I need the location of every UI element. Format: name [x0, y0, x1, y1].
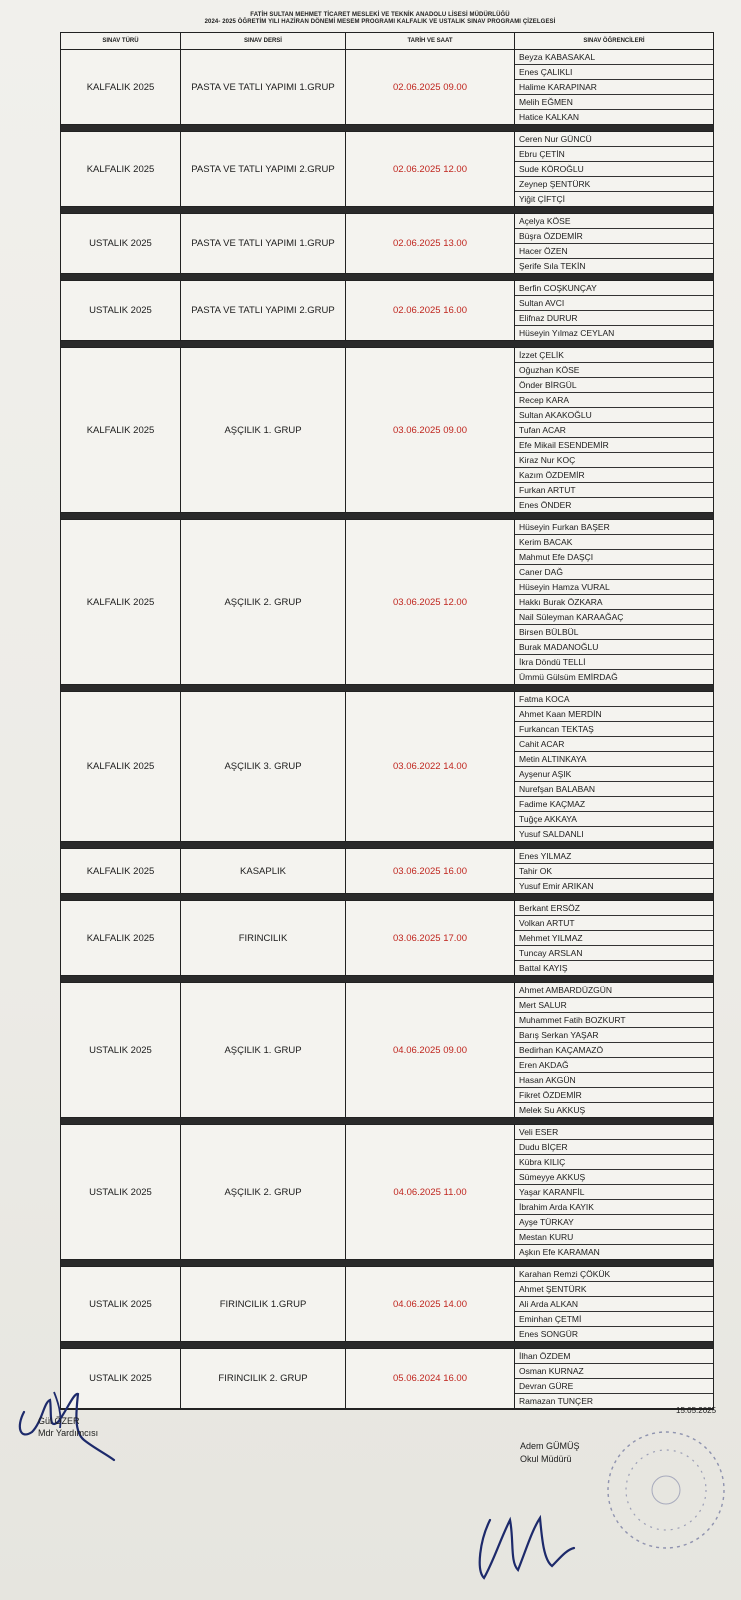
exam-course: FIRINCILIK 2. GRUP — [181, 1349, 346, 1408]
student-name: Sümeyye AKKUŞ — [515, 1170, 713, 1185]
schedule-group — [61, 348, 713, 513]
student-name: Hüseyin Yılmaz CEYLAN — [519, 328, 615, 338]
student-name: Birsen BÜLBÜL — [515, 625, 713, 640]
group-separator — [61, 842, 713, 849]
student-name: Enes ÇALIKLI — [515, 65, 713, 80]
group-separator — [61, 341, 713, 348]
student-name: Veli ESER — [515, 1125, 713, 1140]
group-separator — [61, 1342, 713, 1349]
exam-date-time: 03.06.2022 14.00 — [346, 692, 515, 841]
schedule-group — [61, 132, 713, 207]
student-name: Bedirhan KAÇAMAZÖ — [515, 1043, 713, 1058]
exam-course: AŞÇILIK 2. GRUP — [181, 1125, 346, 1259]
student-name: Şerife Sıla TEKİN — [519, 261, 586, 271]
student-list — [515, 901, 713, 975]
schedule-group — [61, 1125, 713, 1260]
student-name: Yaşar KARANFİL — [515, 1185, 713, 1200]
student-name: Büşra ÖZDEMİR — [515, 229, 713, 244]
exam-type: KALFALIK 2025 — [61, 849, 181, 893]
exam-date-time: 03.06.2025 09.00 — [346, 348, 515, 512]
signer-left-title: Mdr Yardımcısı — [38, 1428, 99, 1438]
student-name: Eren AKDAĞ — [515, 1058, 713, 1073]
exam-type: USTALIK 2025 — [61, 1125, 181, 1259]
exam-date-time: 03.06.2025 17.00 — [346, 901, 515, 975]
table-header — [61, 33, 713, 50]
schedule-group — [61, 214, 713, 274]
student-name: Hatice KALKAN — [519, 112, 579, 122]
exam-course: AŞÇILIK 2. GRUP — [181, 520, 346, 684]
exam-course: PASTA VE TATLI YAPIMI 1.GRUP — [181, 50, 346, 124]
student-name: Melek Su AKKUŞ — [519, 1105, 586, 1115]
exam-type: KALFALIK 2025 — [61, 692, 181, 841]
group-separator — [61, 976, 713, 983]
schedule-group — [61, 520, 713, 685]
header-exam-course: SINAV DERSİ — [181, 33, 346, 49]
student-name: Kübra KILIÇ — [515, 1155, 713, 1170]
student-name: Tahir OK — [515, 864, 713, 879]
exam-type: USTALIK 2025 — [61, 281, 181, 340]
group-separator — [61, 125, 713, 132]
exam-date-time: 04.06.2025 09.00 — [346, 983, 515, 1117]
student-name: Ali Arda ALKAN — [515, 1297, 713, 1312]
student-name: Metin ALTINKAYA — [515, 752, 713, 767]
schedule-group — [61, 50, 713, 125]
student-name: Hüseyin Hamza VURAL — [515, 580, 713, 595]
exam-type: USTALIK 2025 — [61, 214, 181, 273]
student-name: Enes ÖNDER — [519, 500, 572, 510]
exam-type: USTALIK 2025 — [61, 983, 181, 1117]
student-name: İzzet ÇELİK — [515, 348, 713, 363]
student-list — [515, 692, 713, 841]
exam-course: AŞÇILIK 3. GRUP — [181, 692, 346, 841]
exam-date-time: 03.06.2025 16.00 — [346, 849, 515, 893]
student-name: Sultan AKAKOĞLU — [515, 408, 713, 423]
student-name: Volkan ARTUT — [515, 916, 713, 931]
student-name: Efe Mikail ESENDEMİR — [515, 438, 713, 453]
exam-course: AŞÇILIK 1. GRUP — [181, 348, 346, 512]
student-name: Berkant ERSÖZ — [515, 901, 713, 916]
student-name: Fatma KOCA — [515, 692, 713, 707]
student-list — [515, 50, 713, 124]
group-separator — [61, 685, 713, 692]
student-name: Tuncay ARSLAN — [515, 946, 713, 961]
stamp-date: 15.05.2025 — [676, 1406, 717, 1415]
student-name: Açelya KÖSE — [515, 214, 713, 229]
student-name: Hakkı Burak ÖZKARA — [515, 595, 713, 610]
student-name: Eminhan ÇETMİ — [515, 1312, 713, 1327]
student-name: Oğuzhan KÖSE — [515, 363, 713, 378]
student-name: Ebru ÇETİN — [515, 147, 713, 162]
signer-left-name: Gül ÖZER — [38, 1416, 80, 1426]
student-name: Nurefşan BALABAN — [515, 782, 713, 797]
student-name: Dudu BİÇER — [515, 1140, 713, 1155]
student-name: Beyza KABASAKAL — [515, 50, 713, 65]
header-students: SINAV ÖĞRENCİLERİ — [583, 38, 645, 44]
student-name: Ümmü Gülsüm EMİRDAĞ — [519, 672, 618, 682]
student-name: Fadime KAÇMAZ — [515, 797, 713, 812]
exam-type: USTALIK 2025 — [61, 1267, 181, 1341]
student-name: Ahmet Kaan MERDİN — [515, 707, 713, 722]
student-name: Battal KAYIŞ — [519, 963, 568, 973]
exam-date-time: 03.06.2025 12.00 — [346, 520, 515, 684]
exam-course: PASTA VE TATLI YAPIMI 1.GRUP — [181, 214, 346, 273]
student-list — [515, 849, 713, 893]
group-separator — [61, 894, 713, 901]
student-name: Ayşenur AŞIK — [515, 767, 713, 782]
school-title: FATİH SULTAN MEHMET TİCARET MESLEKİ VE TEKNİK ANADOLU LİSESİ MÜDÜRLÜĞÜ — [250, 12, 510, 18]
exam-date-time: 04.06.2025 14.00 — [346, 1267, 515, 1341]
student-name: Kazım ÖZDEMİR — [515, 468, 713, 483]
student-name: Yusuf Emir ARIKAN — [519, 881, 594, 891]
student-name: Aşkın Efe KARAMAN — [519, 1247, 600, 1257]
student-name: Yiğit ÇİFTÇİ — [519, 194, 565, 204]
student-list — [515, 1125, 713, 1259]
student-list — [515, 132, 713, 206]
student-name: Tufan ACAR — [515, 423, 713, 438]
exam-type: KALFALIK 2025 — [61, 348, 181, 512]
exam-type: KALFALIK 2025 — [61, 50, 181, 124]
student-name: Ahmet AMBARDÜZGÜN — [515, 983, 713, 998]
student-name: Furkan ARTUT — [515, 483, 713, 498]
student-list — [515, 281, 713, 340]
student-name: Barış Serkan YAŞAR — [515, 1028, 713, 1043]
student-list — [515, 983, 713, 1117]
student-name: Mert SALUR — [515, 998, 713, 1013]
student-name: Fikret ÖZDEMİR — [515, 1088, 713, 1103]
table-body — [61, 50, 713, 1409]
student-name: Recep KARA — [515, 393, 713, 408]
student-name: İlhan ÖZDEM — [515, 1349, 713, 1364]
student-name: İbrahim Arda KAYIK — [515, 1200, 713, 1215]
student-name: Berfin COŞKUNÇAY — [515, 281, 713, 296]
exam-date-time: 02.06.2025 09.00 — [346, 50, 515, 124]
student-name: Hacer ÖZEN — [515, 244, 713, 259]
schedule-group — [61, 281, 713, 341]
student-name: Nail Süleyman KARAAĞAÇ — [515, 610, 713, 625]
schedule-group — [61, 1267, 713, 1342]
student-name: Kerim BACAK — [515, 535, 713, 550]
student-list — [515, 1267, 713, 1341]
schedule-group — [61, 849, 713, 894]
student-name: Mehmet YILMAZ — [515, 931, 713, 946]
student-name: Devran GÜRE — [515, 1379, 713, 1394]
header-exam-type: SINAV TÜRÜ — [61, 33, 181, 49]
student-name: Cahit ACAR — [515, 737, 713, 752]
signer-right-title: Okul Müdürü — [520, 1454, 572, 1464]
header-date-time: TARİH VE SAAT — [346, 33, 515, 49]
student-name: Ayşe TÜRKAY — [515, 1215, 713, 1230]
exam-course: FIRINCILIK 1.GRUP — [181, 1267, 346, 1341]
student-name: Enes SONGÜR — [519, 1329, 579, 1339]
exam-type: KALFALIK 2025 — [61, 132, 181, 206]
group-separator — [61, 513, 713, 520]
student-name: Sultan AVCI — [515, 296, 713, 311]
student-name: Ceren Nur GÜNCÜ — [515, 132, 713, 147]
schedule-group — [61, 983, 713, 1118]
student-name: Elifnaz DURUR — [515, 311, 713, 326]
signer-right-name: Adem GÜMÜŞ — [520, 1441, 580, 1451]
student-name: Muhammet Fatih BOZKURT — [515, 1013, 713, 1028]
exam-course: PASTA VE TATLI YAPIMI 2.GRUP — [181, 281, 346, 340]
exam-course: PASTA VE TATLI YAPIMI 2.GRUP — [181, 132, 346, 206]
exam-course: KASAPLIK — [181, 849, 346, 893]
exam-schedule-table — [60, 32, 714, 1410]
student-name: İkra Döndü TELLİ — [515, 655, 713, 670]
program-title: 2024- 2025 ÖĞRETİM YILI HAZİRAN DÖNEMİ MESEM PROGRAMI KALFALIK VE USTALIK SINAV PROGRAMI ÇİZELGESİ — [204, 19, 556, 25]
exam-date-time: 02.06.2025 12.00 — [346, 132, 515, 206]
exam-date-time: 02.06.2025 13.00 — [346, 214, 515, 273]
group-separator — [61, 274, 713, 281]
exam-course: FIRINCILIK — [181, 901, 346, 975]
student-name: Karahan Remzi ÇÖKÜK — [515, 1267, 713, 1282]
exam-date-time: 05.06.2024 16.00 — [346, 1349, 515, 1408]
exam-type: KALFALIK 2025 — [61, 520, 181, 684]
group-separator — [61, 1118, 713, 1125]
exam-date-time: 04.06.2025 11.00 — [346, 1125, 515, 1259]
student-name: Önder BİRGÜL — [515, 378, 713, 393]
student-list — [515, 520, 713, 684]
student-name: Melih EĞMEN — [515, 95, 713, 110]
student-name: Tuğçe AKKAYA — [515, 812, 713, 827]
student-name: Yusuf SALDANLI — [519, 829, 584, 839]
exam-course: AŞÇILIK 1. GRUP — [181, 983, 346, 1117]
student-name: Hasan AKGÜN — [515, 1073, 713, 1088]
student-name: Furkancan TEKTAŞ — [515, 722, 713, 737]
student-name: Sude KÖROĞLU — [515, 162, 713, 177]
student-list — [515, 348, 713, 512]
student-name: Caner DAĞ — [515, 565, 713, 580]
group-separator — [61, 207, 713, 214]
student-name: Halime KARAPINAR — [515, 80, 713, 95]
student-list — [515, 214, 713, 273]
student-name: Ramazan TUNÇER — [519, 1396, 594, 1406]
student-name: Zeynep ŞENTÜRK — [515, 177, 713, 192]
student-name: Osman KURNAZ — [515, 1364, 713, 1379]
exam-type: KALFALIK 2025 — [61, 901, 181, 975]
schedule-group — [61, 901, 713, 976]
schedule-group — [61, 692, 713, 842]
exam-date-time: 02.06.2025 16.00 — [346, 281, 515, 340]
group-separator — [61, 1260, 713, 1267]
exam-type: USTALIK 2025 — [61, 1349, 181, 1408]
student-name: Mestan KURU — [515, 1230, 713, 1245]
student-name: Enes YILMAZ — [515, 849, 713, 864]
student-name: Mahmut Efe DAŞÇI — [515, 550, 713, 565]
student-name: Kiraz Nur KOÇ — [515, 453, 713, 468]
student-name: Burak MADANOĞLU — [515, 640, 713, 655]
student-name: Ahmet ŞENTÜRK — [515, 1282, 713, 1297]
signature-right-icon — [470, 1490, 590, 1590]
student-name: Hüseyin Furkan BAŞER — [515, 520, 713, 535]
